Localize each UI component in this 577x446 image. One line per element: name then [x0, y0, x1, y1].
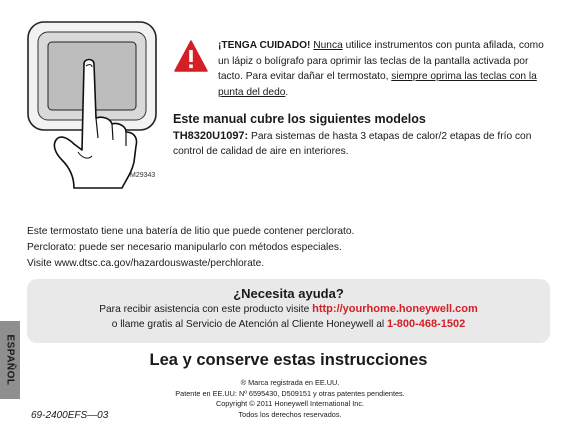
keep-instructions-title: Lea y conserve estas instrucciones	[149, 351, 428, 369]
legal-notice	[150, 378, 430, 420]
warning-title: ¡TENGA CUIDADO!	[218, 40, 311, 51]
battery-notice	[27, 224, 427, 272]
language-tab-label: ESPAÑOL	[4, 334, 16, 386]
models-title: Este manual cubre los siguientes modelos	[173, 112, 426, 126]
warning-end: .	[285, 86, 289, 98]
battery-line: Perclorato: puede ser necesario manipularlo con métodos especiales.	[27, 242, 342, 253]
figure-code: M29343	[130, 172, 156, 179]
warning-nunca: Nunca	[313, 40, 343, 51]
warning-text	[218, 38, 548, 100]
warning-triangle-icon	[174, 40, 208, 72]
help-phone-number: 1-800-468-1502	[386, 318, 466, 330]
help-url-link[interactable]: http://yourhome.honeywell.com	[312, 303, 478, 315]
models-description	[173, 129, 533, 159]
help-web-prefix: Para recibir asistencia con este producto visite	[99, 304, 313, 315]
models-section	[173, 111, 533, 159]
document-number: 69-2400EFS—03	[31, 410, 109, 421]
help-line-web	[27, 302, 550, 317]
thermostat-touch-illustration	[18, 20, 168, 190]
help-line-phone	[27, 317, 550, 332]
help-phone-prefix: o llame gratis al Servicio de Atención al Cliente Honeywell al	[111, 319, 387, 330]
help-box	[27, 279, 550, 343]
warning-body: utilice instrumentos con punta afilada, como un lápiz o bolígrafo para oprimir las teclas de la pantalla activada por tacto. Para evitar dañar el termostato,	[218, 40, 544, 82]
legal-line: Copyright © 2011 Honeywell International Inc.	[215, 399, 365, 408]
legal-line: Patente en EE.UU: Nº 6595430, D509151 y otras patentes pendientes.	[175, 388, 405, 398]
warning-underlined: siempre oprima las teclas con la punta del dedo	[218, 71, 537, 98]
legal-line: ® Marca registrada en EE.UU.	[240, 378, 340, 387]
help-title: ¿Necesita ayuda?	[233, 286, 344, 301]
battery-line: Visite www.dtsc.ca.gov/hazardouswaste/perchlorate.	[27, 258, 265, 269]
model-code: TH8320U1097:	[173, 130, 249, 142]
model-description: Para sistemas de hasta 3 etapas de calor/2 etapas de frío con control de calidad de aire en interiores.	[173, 131, 532, 157]
legal-line: Todos los derechos reservados.	[238, 409, 342, 419]
battery-line: Este termostato tiene una batería de litio que puede contener perclorato.	[27, 226, 355, 237]
